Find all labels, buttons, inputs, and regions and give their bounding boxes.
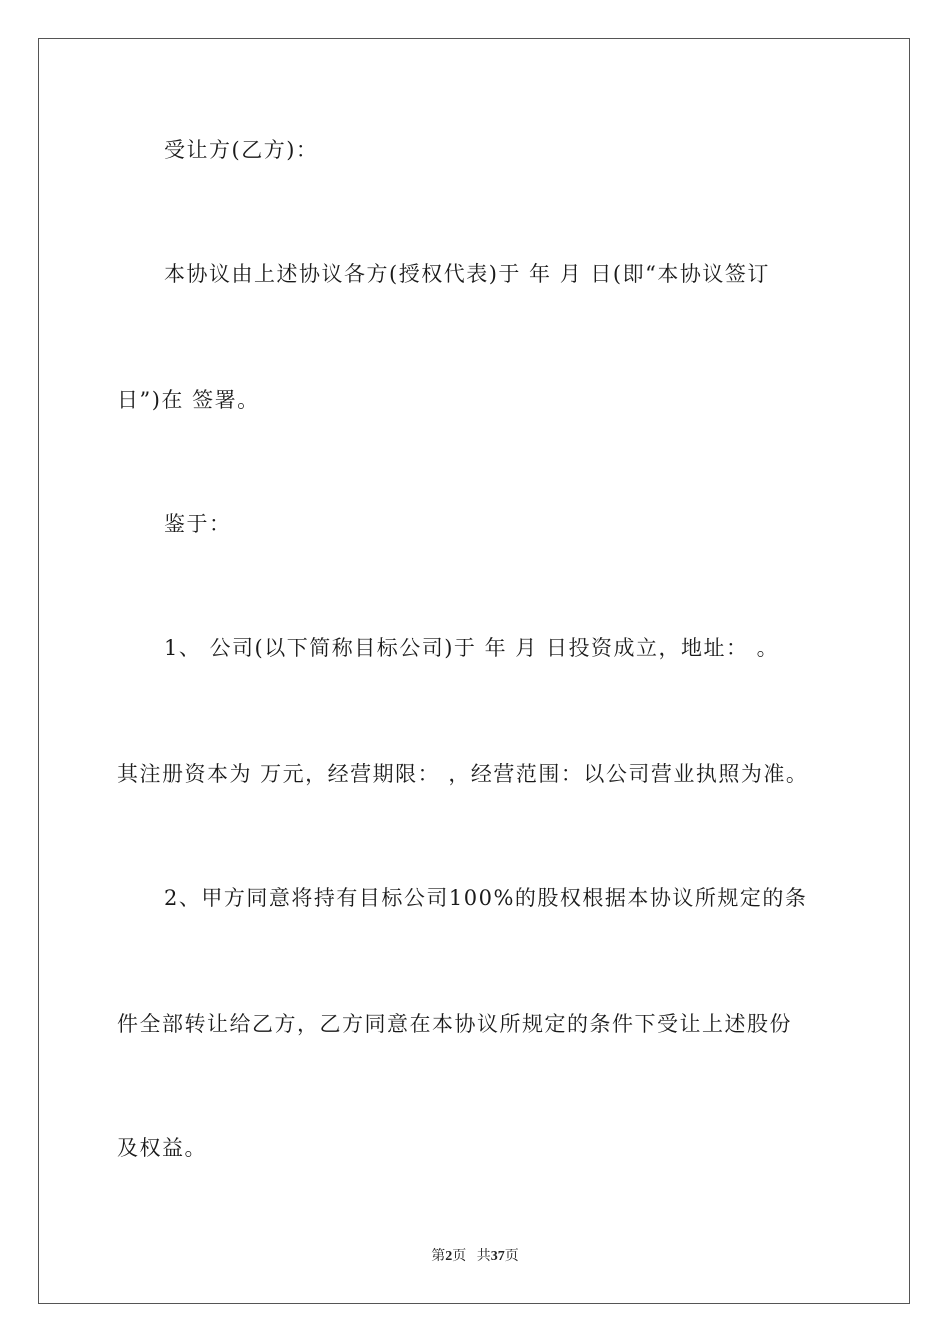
clause-2-line-1: 2、甲方同意将持有目标公司100%的股权根据本协议所规定的条	[164, 886, 808, 910]
footer-total-suffix: 页	[504, 1249, 519, 1264]
clause-1-line-1: 1、 公司(以下简称目标公司)于 年 月 日投资成立，地址： 。	[164, 636, 780, 660]
footer-total-prefix: 共	[476, 1249, 491, 1264]
clause-1-line-2: 其注册资本为 万元，经营期限： ，经营范围：以公司营业执照为准。	[117, 762, 809, 786]
page-footer	[0, 1248, 950, 1266]
clause-2-line-2: 件全部转让给乙方，乙方同意在本协议所规定的条件下受让上述股份	[117, 1012, 792, 1036]
whereas-heading: 鉴于：	[164, 512, 232, 536]
footer-page-number: 2	[445, 1249, 453, 1264]
party-b-line: 受让方(乙方)：	[164, 138, 319, 162]
page-border	[38, 38, 910, 1304]
agreement-intro-line-1: 本协议由上述协议各方(授权代表)于 年 月 日(即“本协议签订	[164, 262, 770, 286]
footer-prefix: 第	[431, 1249, 446, 1264]
clause-2-line-3: 及权益。	[117, 1136, 207, 1160]
footer-total-pages: 37	[490, 1249, 505, 1264]
footer-page-suffix: 页	[452, 1249, 467, 1264]
agreement-intro-line-2: 日”)在 签署。	[117, 388, 260, 412]
